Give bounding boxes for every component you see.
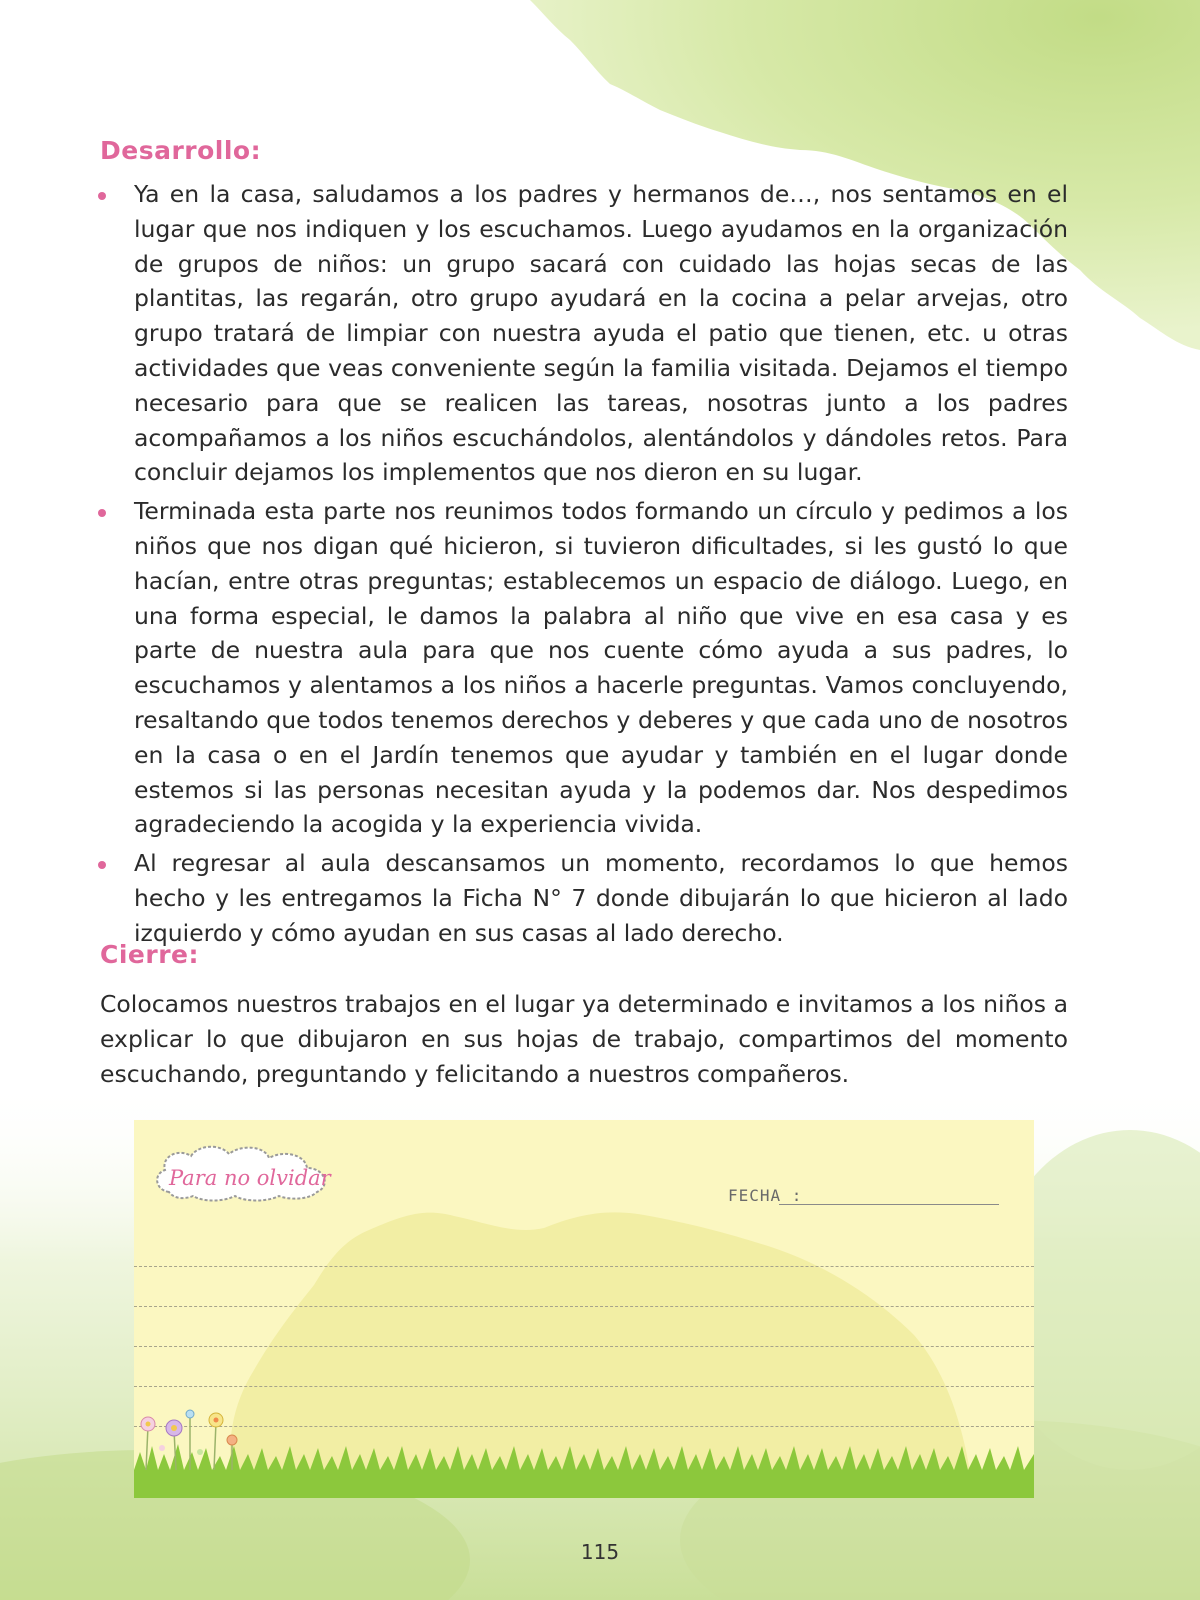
bullet-icon xyxy=(98,861,106,869)
list-item-text: Al regresar al aula descansamos un momento, recordamos lo que hemos hecho y les entregamos la Ficha N° 7 donde dibujarán lo que hicieron al lado izquierdo y cómo ayudan en sus casas al lado derecho. xyxy=(134,849,1068,947)
fecha-line[interactable] xyxy=(779,1204,999,1205)
ruled-line[interactable] xyxy=(134,1266,1034,1267)
bullet-icon xyxy=(98,192,106,200)
ruled-line[interactable] xyxy=(134,1346,1034,1347)
note-card-title: Para no olvidar xyxy=(169,1166,331,1190)
desarrollo-bullet-list xyxy=(98,177,1068,955)
list-item-text: Ya en la casa, saludamos a los padres y hermanos de…, nos sentamos en el lugar que nos indiquen y los escuchamos. Luego ayudamos en la organización de grupos de niños: un grupo sacará con cuidado las hojas secas de las plantitas, las regarán, otro grupo ayudará en la cocina a pelar arvejas, otro grupo tratará de limpiar con nuestra ayuda el patio que tienen, etc. u otras actividades que veas conveniente según la familia visitada. Dejamos el tiempo necesario para que se realicen las tareas, nosotras junto a los padres acompañamos a los niños escuchándolos, alentándolos y dándoles retos. Para concluir dejamos los implementos que nos dieron en su lugar. xyxy=(134,180,1068,487)
list-item-text: Terminada esta parte nos reunimos todos formando un círculo y pedimos a los niños que nos digan qué hicieron, si tuvieron dificultades, si les gustó lo que hacían, entre otras preguntas; establecemos un espacio de diálogo. Luego, en una forma especial, le damos la palabra al niño que vive en esa casa y es parte de nuestra aula para que nos cuente cómo ayuda a sus padres, lo escuchamos y alentamos a los niños a hacerle preguntas. Vamos concluyendo, resaltando que todos tenemos derechos y deberes y que cada uno de nosotros en la casa o en el Jardín tenemos que ayudar y también en el lugar donde estemos si las personas necesitan ayuda y la podemos dar. Nos despedimos agradeciendo la acogida y la experiencia vivida. xyxy=(134,497,1068,839)
cierre-paragraph: Colocamos nuestros trabajos en el lugar ya determinado e invitamos a los niños a explicar lo que dibujaron en sus hojas de trabajo, compartimos del momento escuchando, preguntando y felicitando a nuestros compañeros. xyxy=(100,990,1068,1088)
note-card xyxy=(134,1120,1034,1498)
ruled-line[interactable] xyxy=(134,1386,1034,1387)
grass-border-illustration xyxy=(134,1408,1034,1498)
desarrollo-heading: Desarrollo: xyxy=(100,136,262,165)
list-item xyxy=(98,177,1068,490)
bullet-icon xyxy=(98,509,106,517)
list-item xyxy=(98,494,1068,842)
page-number: 115 xyxy=(580,1540,620,1564)
ruled-line[interactable] xyxy=(134,1306,1034,1307)
fecha-label: FECHA : xyxy=(728,1186,803,1205)
list-item xyxy=(98,846,1068,950)
cierre-heading: Cierre: xyxy=(100,940,199,969)
